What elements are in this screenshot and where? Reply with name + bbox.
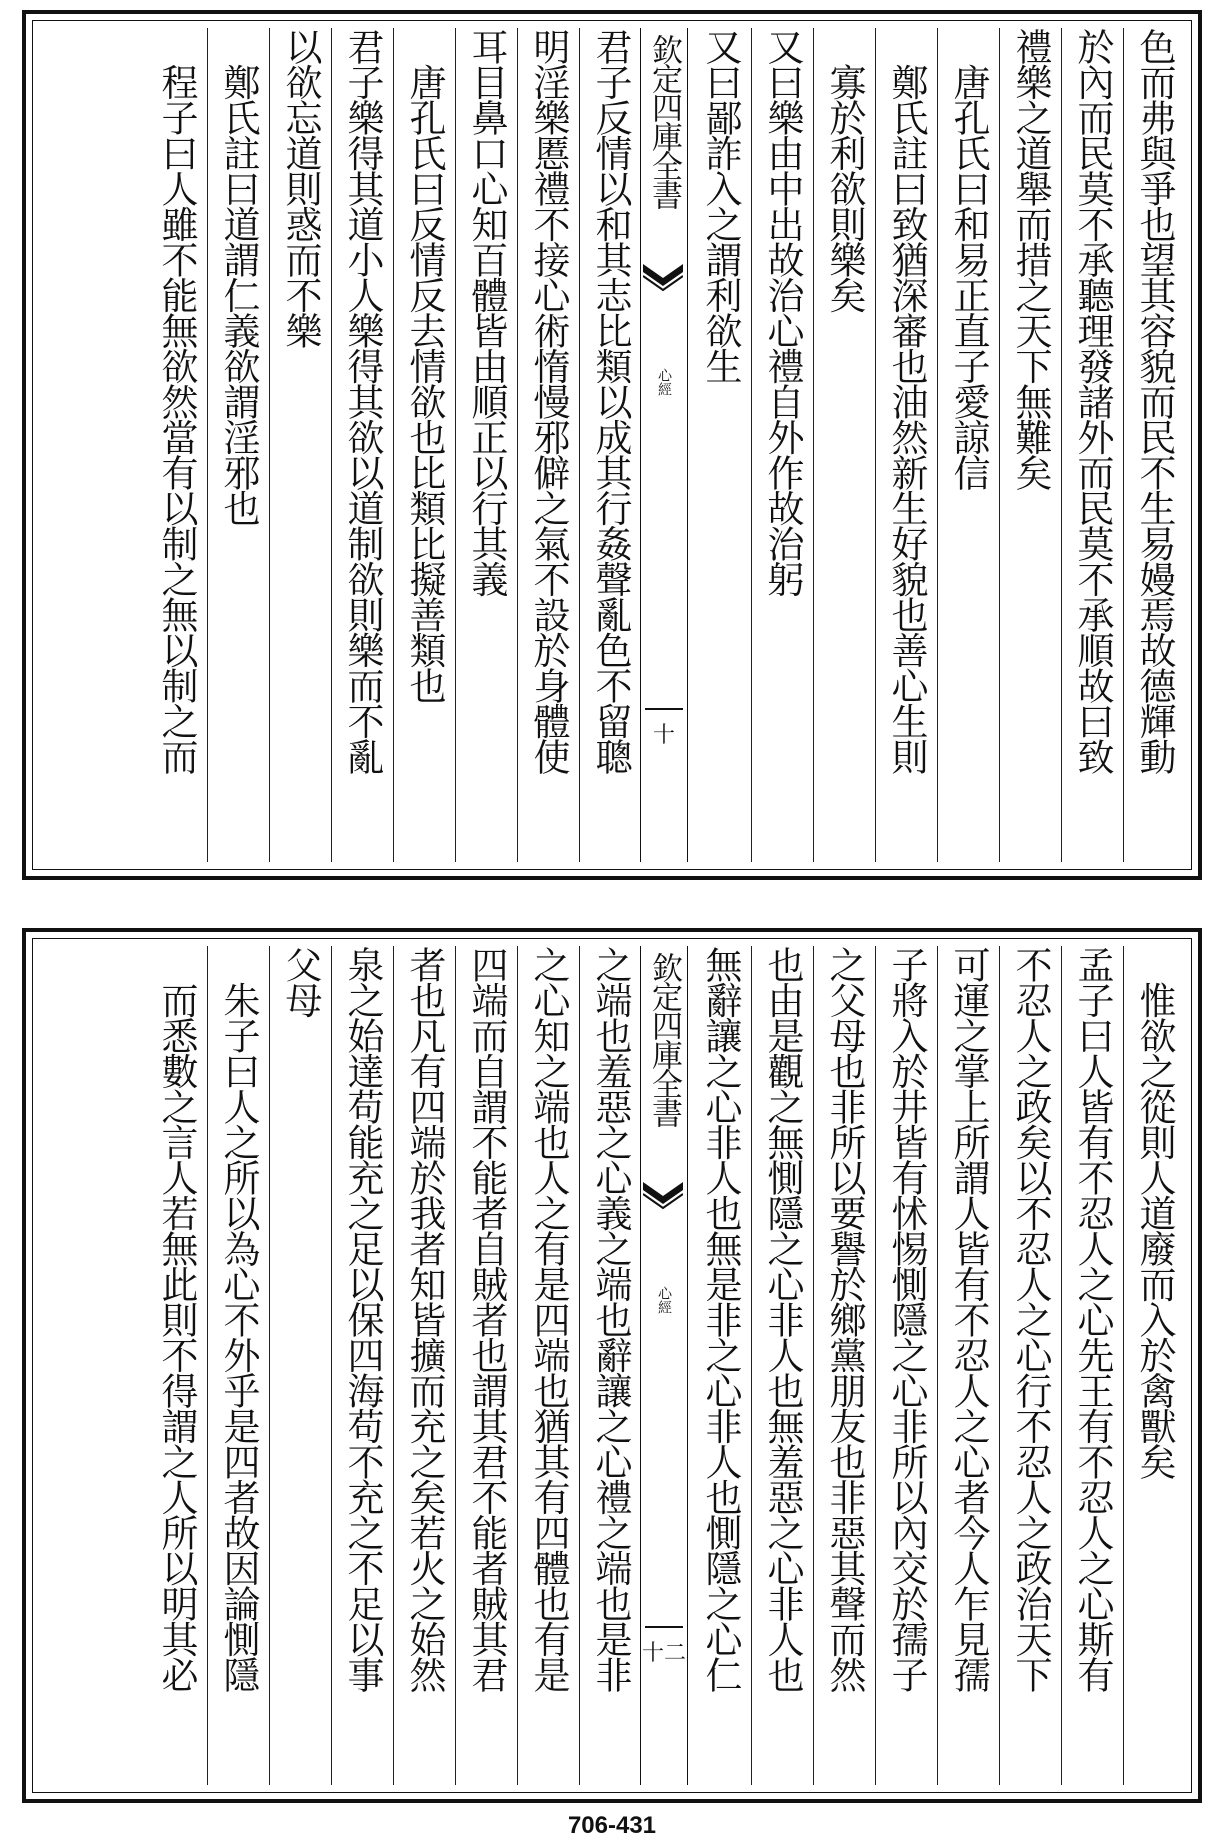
text-column: 色而弗與爭也望其容貌而民不生易嫚焉故德輝動 [1133, 28, 1176, 774]
text-column: 以欲忘道則惑而不樂 [279, 28, 322, 348]
column-rule [393, 28, 394, 862]
column-rule [579, 946, 580, 1785]
column-rule [1061, 28, 1062, 862]
text-column: 唐孔氏曰和易正直子愛諒信 [947, 28, 990, 490]
column-rule [1061, 946, 1062, 1785]
top-page-panel [22, 10, 1202, 880]
column-rule [1123, 28, 1124, 862]
column-rule [269, 28, 270, 862]
banner-page-number: 十二 [641, 1641, 686, 1666]
text-column: 君子反情以和其志比類以成其行姦聲亂色不留聰 [589, 28, 632, 774]
text-column: 惟欲之從則人道廢而入於禽獸矣 [1133, 946, 1176, 1479]
column-rule [937, 946, 938, 1785]
column-rule [751, 946, 752, 1785]
text-column: 明淫樂慝禮不接心術惰慢邪僻之氣不設於身體使 [527, 28, 570, 774]
text-column: 子將入於井皆有怵惕惻隱之心非所以內交於孺子 [885, 946, 928, 1692]
page-number: 706-431 [567, 1812, 657, 1839]
text-column: 君子樂得其道小人樂得其欲以道制欲則樂而不亂 [341, 28, 384, 774]
text-column: 不忍人之政矣以不忍人之心行不忍人之政治天下 [1009, 946, 1052, 1692]
text-column: 父母 [279, 946, 322, 1017]
column-rule [813, 946, 814, 1785]
text-column: 四端而自謂不能者自賊者也謂其君不能者賊其君 [465, 946, 508, 1692]
column-rule [937, 28, 938, 862]
column-rule [207, 946, 208, 1785]
text-column: 程子曰人雖不能無欲然當有以制之無以制之而 [155, 28, 198, 774]
top-page-body [40, 28, 1184, 862]
banner-mark [645, 1626, 683, 1628]
text-column: 者也凡有四端於我者知皆擴而充之矣若火之始然 [403, 946, 446, 1692]
column-rule [331, 28, 332, 862]
center-banner [640, 946, 688, 1785]
column-rule [999, 946, 1000, 1785]
column-rule [875, 28, 876, 862]
banner-section: 心經 [656, 368, 672, 396]
banner-page-number: 十 [652, 723, 675, 748]
banner-mark [645, 708, 683, 710]
text-column: 於內而民莫不承聽理發諸外而民莫不承順故曰致 [1071, 28, 1114, 774]
bottom-page-body [40, 946, 1184, 1785]
column-rule [517, 946, 518, 1785]
text-column: 也由是觀之無惻隱之心非人也無羞惡之心非人也 [761, 946, 804, 1692]
text-column: 可運之掌上所謂人皆有不忍人之心者今人乍見孺 [947, 946, 990, 1692]
text-column: 朱子曰人之所以為心不外乎是四者故因論惻隱 [217, 946, 260, 1692]
column-rule [269, 946, 270, 1785]
column-rule [207, 28, 208, 862]
text-column: 無辭讓之心非人也無是非之心非人也惻隱之心仁 [699, 946, 742, 1692]
column-rule [331, 946, 332, 1785]
text-column: 又曰鄙詐入之謂利欲生 [699, 28, 742, 383]
column-rule [393, 946, 394, 1785]
text-column: 而悉數之言人若無此則不得謂之人所以明其必 [155, 946, 198, 1692]
text-column: 之心知之端也人之有是四端也猶其有四體也有是 [527, 946, 570, 1692]
center-banner [640, 28, 688, 862]
fish-tail-ornament-icon [643, 1178, 683, 1218]
banner-title: 欽定四庫全書 [646, 34, 682, 208]
text-column: 禮樂之道舉而措之天下無難矣 [1009, 28, 1052, 490]
text-column: 鄭氏註曰致猶深審也油然新生好貌也善心生則 [885, 28, 928, 774]
text-column: 之父母也非所以要譽於鄉黨朋友也非惡其聲而然 [823, 946, 866, 1692]
banner-title: 欽定四庫全書 [646, 952, 682, 1126]
fish-tail-ornament-icon [643, 260, 683, 300]
column-rule [999, 28, 1000, 862]
column-rule [813, 28, 814, 862]
column-rule [517, 28, 518, 862]
bottom-page-panel [22, 928, 1202, 1803]
text-column: 耳目鼻口心知百體皆由順正以行其義 [465, 28, 508, 596]
column-rule [455, 28, 456, 862]
column-rule [875, 946, 876, 1785]
column-rule [751, 28, 752, 862]
column-rule [1123, 946, 1124, 1785]
text-column: 寡於利欲則樂矣 [823, 28, 866, 312]
text-column: 孟子曰人皆有不忍人之心先王有不忍人之心斯有 [1071, 946, 1114, 1692]
banner-section: 心經 [656, 1286, 672, 1314]
text-column: 之端也羞惡之心義之端也辭讓之心禮之端也是非 [589, 946, 632, 1692]
text-column: 泉之始達苟能充之足以保四海苟不充之不足以事 [341, 946, 384, 1692]
text-column: 唐孔氏曰反情反去情欲也比類比擬善類也 [403, 28, 446, 703]
text-column: 又曰樂由中出故治心禮自外作故治躬 [761, 28, 804, 596]
column-rule [579, 28, 580, 862]
column-rule [455, 946, 456, 1785]
text-column: 鄭氏註曰道謂仁義欲謂淫邪也 [217, 28, 260, 525]
